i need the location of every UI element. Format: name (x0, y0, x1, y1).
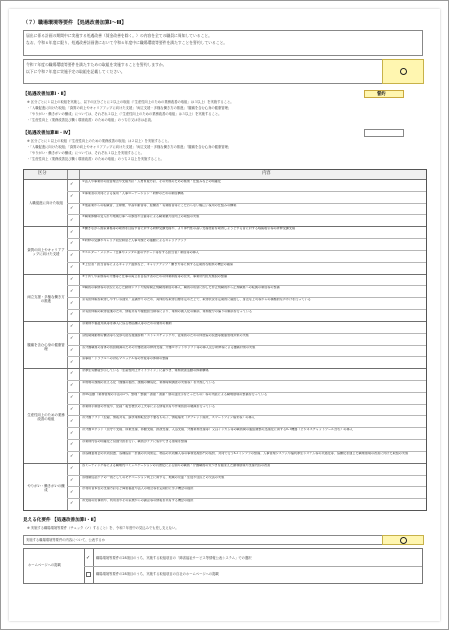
requirement-item: ③他産業からの転職者、主婦層、中高年齢者等、経験者・有資格者等にこだわらない幅広い採用の仕組みの構築 (82, 203, 237, 207)
row-check-icon[interactable]: ✓ (70, 334, 74, 340)
section-i-line-2: ・「入職促進に向けた取組」「資質の向上やキャリアアップに向けた支援」「両立支援・多様な働き方の推進」「腰痛を含む心身の健康管理」 (27, 106, 232, 110)
requirement-item: ⑩職員の事情等の状況に応じた勤務シフトや短時間正規職員制度の導入、職員の希望に即した非正規職員から正規職員への転換の制度等の整備 (82, 286, 280, 290)
option2-checkbox[interactable] (86, 572, 91, 577)
visibility-note: ※ 実施する職場環境等要件（チェック（✓）すること）を、令和７年度中の見込みでも差し支えない。 (27, 526, 179, 530)
row-check-icon[interactable]: ✓ (70, 453, 74, 459)
category-label: やりがい・働きがいの醸成 (27, 484, 65, 493)
requirement-item: ⑭短時間勤務労働者等も受診可能な健康診断・ストレスチェックや、従業員のための休憩室の設置等健康管理対策の実施 (82, 333, 249, 337)
section-i-line-1: ※ 区分ごとに１以上の取組を実施し、以下の区分ごとに２以上の取組（「生産性向上のための業務改善の取組」は３以上）を実施すること。 (27, 100, 234, 104)
pledge-circle-icon (400, 68, 407, 75)
section-iii-line-3: 「やりがい・働きがいの醸成」については、それぞれ１以上を実施すること。 (27, 151, 144, 155)
category-label: 入職促進に向けた取組 (29, 200, 63, 205)
row-check-icon[interactable]: ✓ (70, 204, 74, 210)
category-label: 腰痛を含む心身の健康管理 (27, 342, 65, 351)
row-check-icon[interactable]: ✓ (70, 228, 74, 234)
option-1-label: 職場環境等要件の28項目のうち、実施する取組項目の「障害福祉サービス等情報公表システム」での選択 (96, 556, 252, 560)
requirement-item: ㉒介護ロボット（見守り支援、移乗支援、移動支援、排泄支援、入浴支援、介護業務支援等）又はインカム等の職員間の連絡調整の迅速化に資するICT機器（ビジネスチャットツール含む）の導入 (82, 428, 353, 432)
requirement-item: ㉖地域包括ケアの一員としてのモチベーション向上に資する、地域の児童・生徒や住民との交流の実施 (82, 475, 225, 479)
category-label: 両立支援・多様な働き方の推進 (27, 295, 65, 304)
section-iii-title: 【処遇改善加算Ⅲ・Ⅳ】 (23, 131, 73, 136)
row-check-icon[interactable]: ✓ (70, 394, 74, 400)
requirement-item: ⑱現場の課題の見える化（課題の抽出、課題の構造化、業務時間調査の実施等）を実施している (82, 380, 216, 384)
requirement-item: ㉘支援の好事例や、利用者やその家族からの謝意等の情報を共有する機会の提供 (82, 499, 194, 503)
visibility-options-label-cell (24, 549, 85, 583)
requirement-item: ⑳業務手順書の作成や、記録・報告様式の工夫等による情報共有や作業負担の軽減を行っている (82, 404, 215, 408)
requirement-item: ⑰厚生労働省が示している「生産性向上ガイドライン」に基づき、業務改善活動の体制構築 (82, 369, 209, 373)
row-check-icon[interactable]: ✓ (70, 287, 74, 293)
section-iii-line-2: ・「入職促進に向けた取組」「資質の向上やキャリアアップに向けた支援」「両立支援・多様な働き方の推進」「腰痛を含む心身の健康管理」 (27, 145, 232, 149)
requirement-item: ㉔各種委員会の共同設置、各種指針・計画の共同策定、物品の共同購入等の事務処理部門の集約、共同で行うICTインフラの整備、人事管理システムや福利厚生システム等の共通化等、協働化を通じた職場環境の改善に向けた取組の実施 (82, 451, 409, 455)
row-check-icon[interactable]: ✓ (70, 193, 74, 199)
section-i-line-3: 「やりがい・働きがいの醸成」については、それぞれ２以上（「生産性向上のための業務改善の取組」は３以上）を実施すること。 (27, 112, 222, 116)
pledge-answer-cell[interactable] (382, 59, 424, 84)
section-i-line-4: ・「生産性向上（業務改善及び働く環境改善）のための取組」のうち⑰又は⑱は必須。 (27, 118, 154, 122)
visibility-title: 見える化要件 【処遇改善加算Ⅰ・Ⅱ】 (23, 518, 99, 523)
category-label: 生産性向上のための業務改善の取組 (27, 413, 65, 422)
pledge-line-1: 令和７年度の職場環境等要件を満たすための取組を実施することを誓約しますか。 (26, 62, 167, 67)
intro-line-1: 届出に係る計画の期間中に実施する処遇改善（賃金改善を除く。）の内容を全ての職員に周知していること。 (26, 33, 212, 38)
row-check-icon[interactable]: ✓ (70, 441, 74, 447)
requirement-item: ⑪有給休暇を取得しやすい雰囲気・意識作りのため、具体的な取得目標を定めた上で、取得状況を定期的に確認し、身近な上司等からの積極的な声かけを行っている (82, 298, 311, 302)
section-i-badge[interactable]: 誓約 (364, 90, 404, 98)
requirement-item: ⑨子育てや家族等の介護等と仕事の両立を目指す者のための休業制度等の充実、事業所内託児施設の整備 (82, 274, 228, 278)
requirement-item: ②事業者の共同による採用・人事ローテーション・研修のための制度構築 (82, 191, 184, 195)
row-check-icon[interactable]: ✓ (70, 476, 74, 482)
requirements-table (23, 169, 427, 511)
requirement-item: ⑥研修の受講やキャリア段位制度と人事考課との連動によるキャリアアップ (82, 239, 187, 243)
col-category-header: 区分 (38, 171, 47, 176)
requirement-item: ⑤働きながら国家資格等の取得を目指す者に対する研修受講支援や、より専門性の高い支援技術を取得しようとする者に対する喀痰吸引等の研修受講支援 (82, 227, 296, 231)
visibility-answer-cell[interactable] (382, 535, 424, 545)
pledge-line-2: 以下に令和７年度に実施予定の取組を記載してください。 (26, 69, 125, 74)
section-iii-line-1: ※ 区分ごとに１以上の取組（「生産性向上のための業務改善の取組」は２以上）を実施すること。 (27, 139, 171, 143)
section-iii-line-4: ・「生産性向上（業務改善及び働く環境改善）のための取組」のうち２以上を実施すること。 (27, 157, 164, 161)
visibility-question: 実施する職場環境等要件の内容について、公表するか (26, 538, 105, 542)
requirement-item: ⑧上位者・担当者等によるキャリア面談など、キャリアアップ・働き方等に関する定期的な相談の機会の確保 (82, 262, 234, 266)
row-check-icon[interactable]: ✓ (70, 181, 74, 187)
row-check-icon[interactable]: ✓ (70, 405, 74, 411)
row-check-icon[interactable]: ✓ (70, 299, 74, 305)
row-check-icon[interactable]: ✓ (70, 488, 74, 494)
row-check-icon[interactable]: ✓ (70, 252, 74, 258)
category-label: 資質の向上やキャリアアップに向けた支援 (27, 247, 65, 256)
row-check-icon[interactable]: ✓ (70, 370, 74, 376)
pledge-box (23, 59, 423, 84)
row-check-icon[interactable]: ✓ (70, 346, 74, 352)
col-content-header: 内容 (262, 171, 271, 176)
requirement-item: ㉓業務内容の明確化と役割分担を行い、職員がケアに集中できる環境を整備 (82, 440, 188, 444)
requirement-item: ①法人や事業所の経営理念や支援方針・人材育成方針、その実現のための施策・仕組みなどの明確化 (82, 180, 221, 183)
requirement-item: ⑦エルダー・メンター（仕事やメンタル面のサポート等をする担当者）制度等の導入 (82, 250, 199, 254)
intro-line-2: なお、令和６年度に限り、処遇改善計画書において令和６年度中に職場環境等要件を満たすことを誓約していること。 (26, 40, 228, 45)
requirement-item: ⑮介護職員の身体の負担軽減のための介護技術の修得支援、介護ロボットやリフト等の導入及び研修等による腰痛対策の実施 (82, 345, 256, 349)
requirement-item: ④職業体験の受入れや地域行事への参加や主催等による職業魅力度向上の取組の実施 (82, 215, 200, 219)
row-check-icon[interactable]: ✓ (70, 311, 74, 317)
requirement-item: ⑯事故・トラブルへの対応マニュアル等の作成等の体制の整備 (82, 357, 169, 361)
requirement-item: ㉗利用者本位の支援方針など障害福祉や法人の理念等を定期的に学ぶ機会の提供 (82, 487, 194, 491)
requirement-item: ⑫有給休暇の取得促進のため、情報共有や複数担当制等により、業務の属人化の解消、業務配分の偏りの解消を行っている (82, 310, 253, 314)
requirement-item: ㉑介護ソフト（記録、情報共有、請求業務転記が不要なもの。）、情報端末（タブレット端末、スマートフォン端末等）の導入 (82, 416, 255, 420)
intro-box (23, 30, 423, 56)
document-page (9, 9, 440, 621)
row-check-icon[interactable]: ✓ (70, 417, 74, 423)
row-check-icon[interactable]: ✓ (70, 264, 74, 270)
visibility-options (23, 548, 423, 584)
row-check-icon[interactable]: ✓ (70, 429, 74, 435)
section-iii-answer-cell[interactable] (364, 129, 404, 137)
visibility-circle-icon (400, 537, 407, 544)
row-check-icon[interactable]: ✓ (70, 216, 74, 222)
row-check-icon[interactable]: ✓ (70, 323, 74, 329)
visibility-options-label: ホームページへの掲載 (28, 563, 61, 567)
row-check-icon[interactable]: ✓ (70, 358, 74, 364)
page-title: （７）職場環境等要件 【処遇改善加算Ⅰ～Ⅲ】 (23, 20, 127, 26)
section-i-title: 【処遇改善加算Ⅰ・Ⅱ】 (23, 92, 69, 97)
requirement-item: ⑬業務や福祉用具等を導入に係る物品購入等のための費用の補助 (82, 321, 172, 325)
row-check-icon[interactable]: ✓ (70, 275, 74, 281)
row-check-icon[interactable]: ✓ (70, 500, 74, 506)
requirement-item: ㉕ミーティング等による職場内コミュニケーションの円滑化による個々の職員・介護職員の気づきを踏まえた勤務環境や支援内容の改善 (82, 463, 271, 467)
visibility-question-box (23, 535, 423, 545)
requirement-item: ⑲5S活動（業務管理の手法の1つ。整理・整頓・清掃・清潔・躾の頭文字をとったもの）等の実践による職場環境の整備を行っている (82, 392, 268, 396)
row-check-icon[interactable]: ✓ (70, 382, 74, 388)
option-2-label: 職場環境等要件の28項目のうち、実施する取組項目の自社のホームページへの掲載 (96, 572, 219, 576)
row-check-icon[interactable]: ✓ (70, 240, 74, 246)
row-check-icon[interactable]: ✓ (70, 465, 74, 471)
option1-check-icon[interactable]: ✓ (86, 555, 91, 561)
